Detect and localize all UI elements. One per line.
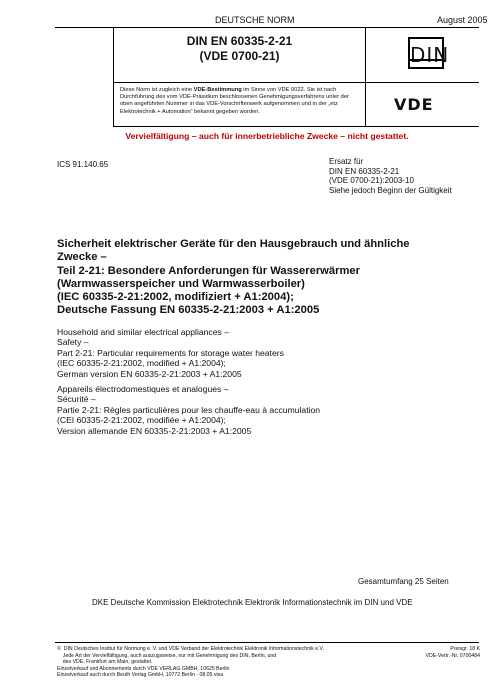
footer-line: © DIN Deutsches Institut für Normung e. V. und VDE Verband der Elektrotechnik Elektronik Informationstechnik e.V. — [57, 646, 324, 652]
german-title-line: Sicherheit elektrischer Geräte für den Hausgebrauch und ähnliche — [57, 238, 410, 250]
french-title-line: Partie 2-21: Règles particulières pour les chauffe-eau à accumulation — [57, 404, 321, 415]
french-title-line: Sécurité – — [57, 394, 96, 405]
english-title — [57, 327, 477, 379]
replacement-line: Ersatz für — [329, 157, 364, 166]
german-title-line: (IEC 60335-2-21:2002, modifiziert + A1:2004); — [57, 291, 294, 304]
replacement-line: (VDE 0700-21):2003-10 — [329, 176, 414, 186]
reproduction-warning: Vervielfältigung – auch für innerbetriebliche Zwecke – nicht gestattet. — [125, 131, 409, 141]
vde-classification: (VDE 0700-21) — [199, 49, 280, 63]
price-group: Preisgr. 18 K — [450, 646, 480, 652]
german-title-line: (Warmwasserspeicher und Warmwasserboiler) — [57, 277, 305, 290]
din-logo-bar — [410, 59, 442, 61]
footer-line: Einzelverkauf und Abonnements durch VDE VERLAG GMBH, 10625 Berlin — [57, 665, 230, 672]
norm-type-label: DEUTSCHE NORM — [215, 15, 295, 25]
vde-logo-icon: VDE — [394, 95, 434, 114]
publication-date: August 2005 — [437, 15, 488, 25]
english-title-line: Safety – — [57, 337, 89, 348]
vde-note-part1: Diese Norm ist zugleich eine — [120, 87, 194, 93]
copyright-footer — [57, 646, 417, 679]
english-title-line: (IEC 60335-2-21:2002, modified + A1:2004); — [57, 358, 226, 369]
french-title-line: Appareils électrodomestiques et analogues – — [57, 384, 229, 394]
german-title — [57, 238, 477, 318]
vde-note-part2: im Sinne von VDE 0022. Sie ist nach Durchführung des vom VDE-Präsidium beschlossenen Genehmigungsverfahrens unter der oben angeführten Nummer in das VDE-Vorschriftenwerk aufgenommen und in der „etz Elektrotechnik + Automation“ bekannt gegeben worden. — [120, 87, 349, 115]
footer-divider — [55, 642, 479, 643]
english-title-line: Household and similar electrical appliances – — [57, 327, 229, 337]
standard-number: DIN EN 60335-2-21 — [186, 34, 293, 48]
vde-note-text — [120, 87, 362, 116]
replacement-line: Siehe jedoch Beginn der Gültigkeit — [329, 185, 452, 195]
german-title-line: Deutsche Fassung EN 60335-2-21:2003 + A1:2005 — [57, 304, 320, 317]
german-title-line: Teil 2-21: Besondere Anforderungen für Wassererwärmer — [57, 264, 360, 277]
vde-note-bold: VDE-Bestimmung — [193, 87, 242, 93]
order-number: VDE-Vertr.-Nr. 0700484 — [425, 652, 480, 659]
total-pages: Gesamtumfang 25 Seiten — [358, 577, 449, 586]
dke-commission: DKE Deutsche Kommission Elektrotechnik Elektronik Informationstechnik im DIN und VDE — [92, 598, 413, 607]
french-title — [57, 384, 477, 436]
din-logo-text: DIN — [410, 43, 450, 67]
replacement-line: DIN EN 60335-2-21 — [329, 166, 400, 176]
ics-code: ICS 91.140.65 — [57, 160, 109, 169]
price-info — [405, 646, 480, 659]
footer-line: des VDE, Frankfurt am Main, gestattet. — [57, 659, 153, 666]
replacement-info — [329, 157, 452, 195]
german-title-line: Zwecke – — [57, 251, 107, 264]
english-title-line: Part 2-21: Particular requirements for storage water heaters — [57, 347, 284, 358]
french-title-line: Version allemande EN 60335-2-21:2003 + A1:2005 — [57, 425, 252, 436]
footer-line: Einzelverkauf auch durch Beuth Verlag GmbH, 10772 Berlin · 08.05 visa — [57, 672, 224, 679]
french-title-line: (CEI 60335-2-21:2002, modifiée + A1:2004); — [57, 415, 226, 426]
footer-line: Jede Art der Vervielfältigung, auch auszugsweise, nur mit Genehmigung des DIN, Berlin, und — [57, 652, 277, 659]
english-title-line: German version EN 60335-2-21:2003 + A1:2005 — [57, 368, 242, 379]
din-logo-icon — [408, 37, 450, 69]
